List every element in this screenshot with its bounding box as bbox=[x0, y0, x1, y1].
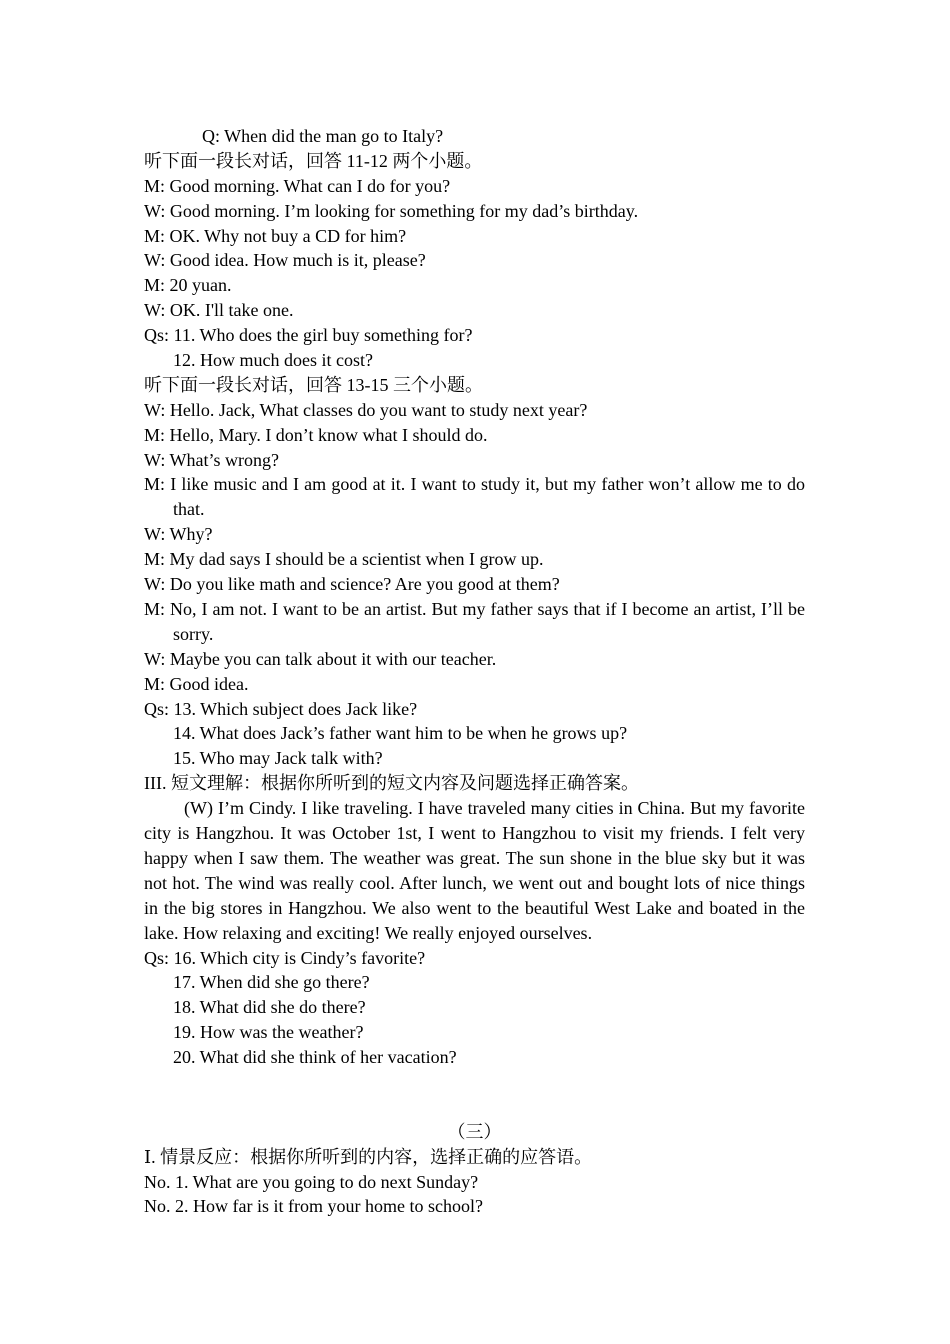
dialogue-line: W: Good morning. I’m looking for something for my dad’s birthday. bbox=[144, 200, 639, 221]
question-line: Qs: 11. Who does the girl buy something for? bbox=[144, 325, 473, 346]
question-line: Qs: 16. Which city is Cindy’s favorite? bbox=[144, 947, 426, 968]
dialogue-line: W: Maybe you can talk about it with our teacher. bbox=[144, 648, 497, 669]
question-line: 12. How much does it cost? bbox=[173, 350, 373, 371]
dialogue-line: M: Good morning. What can I do for you? bbox=[144, 175, 451, 196]
question-line: 17. When did she go there? bbox=[173, 972, 370, 993]
question-line: 14. What does Jack’s father want him to be when he grows up? bbox=[173, 723, 628, 744]
dialogue-line: M: Good idea. bbox=[144, 673, 249, 694]
dialogue-line: W: Do you like math and science? Are you good at them? bbox=[144, 574, 560, 595]
section-heading: Ⅰ. 情景反应：根据你所听到的内容，选择正确的应答语。 bbox=[144, 1146, 593, 1167]
section-title: （三） bbox=[447, 1121, 502, 1142]
section-heading: III. 短文理解：根据你所听到的短文内容及问题选择正确答案。 bbox=[144, 773, 639, 794]
dialogue-line: W: OK. I'll take one. bbox=[144, 300, 294, 321]
question-line: 19. How was the weather? bbox=[173, 1022, 364, 1043]
dialogue-line: W: Good idea. How much is it, please? bbox=[144, 250, 426, 271]
dialogue-line: M: I like music and I am good at it. I want to study it, but my father won’t allow me to do that. bbox=[144, 474, 805, 520]
dialogue-line: M: My dad says I should be a scientist when I grow up. bbox=[144, 549, 544, 570]
section-instruction: 听下面一段长对话，回答 13-15 三个小题。 bbox=[144, 374, 483, 395]
question-line: 20. What did she think of her vacation? bbox=[173, 1047, 457, 1068]
blank-space bbox=[144, 1070, 805, 1120]
question-line: Qs: 13. Which subject does Jack like? bbox=[144, 698, 418, 719]
dialogue-line: M: No, I am not. I want to be an artist. But my father says that if I become an artist, I’ll be sorry. bbox=[144, 598, 805, 644]
question-line: No. 1. What are you going to do next Sunday? bbox=[144, 1171, 479, 1192]
section-instruction: 听下面一段长对话，回答 11-12 两个小题。 bbox=[144, 150, 483, 171]
dialogue-line: W: Hello. Jack, What classes do you want to study next year? bbox=[144, 399, 588, 420]
dialogue-line: W: Why? bbox=[144, 524, 213, 545]
dialogue-line: M: 20 yuan. bbox=[144, 275, 232, 296]
question-line: No. 2. How far is it from your home to school? bbox=[144, 1196, 483, 1217]
passage-paragraph: (W) I’m Cindy. I like traveling. I have traveled many cities in China. But my favorite city is Hangzhou. It was October 1st, I went to Hangzhou to visit my friends. I felt very happy when I saw them. The weather was great. The sun shone in the blue sky but it was not hot. The wind was really cool. After lunch, we went out and bought lots of nice things in the big stores in Hangzhou. We also went to the beautiful West Lake and boated in the lake. How relaxing and exciting! We really enjoyed ourselves. bbox=[144, 798, 805, 943]
dialogue-line: M: OK. Why not buy a CD for him? bbox=[144, 225, 407, 246]
question-line: 15. Who may Jack talk with? bbox=[173, 748, 383, 769]
document-page bbox=[144, 124, 805, 1219]
dialogue-line: M: Hello, Mary. I don’t know what I should do. bbox=[144, 424, 488, 445]
dialogue-line: W: What’s wrong? bbox=[144, 449, 279, 470]
question-line: 18. What did she do there? bbox=[173, 997, 366, 1018]
question-line: Q: When did the man go to Italy? bbox=[202, 126, 444, 146]
